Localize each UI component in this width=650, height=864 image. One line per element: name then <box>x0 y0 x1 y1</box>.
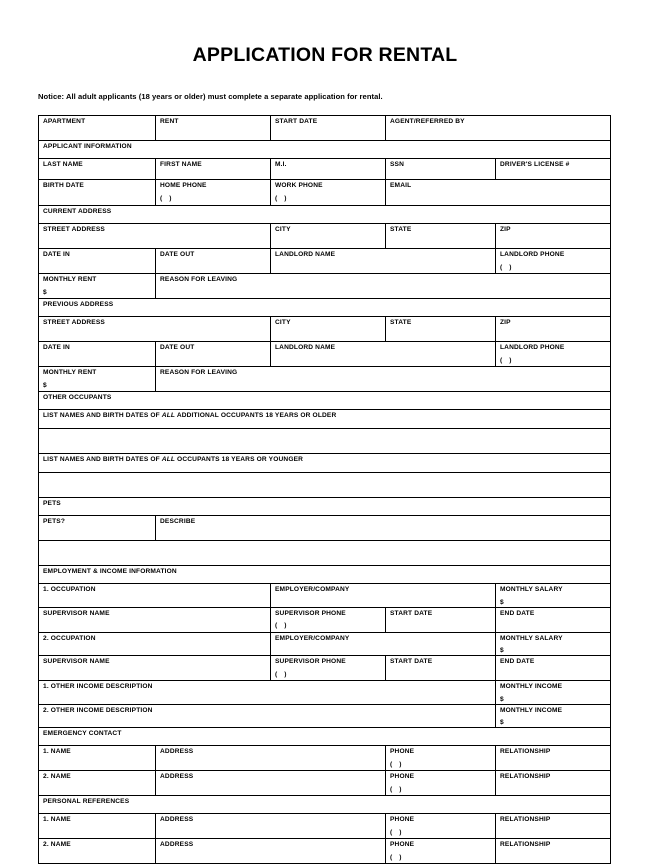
table-row-reference-2 <box>39 839 611 864</box>
field-occupants-older-entry[interactable] <box>39 429 611 454</box>
supervisor-phone-1-paren: ( ) <box>275 622 290 630</box>
field-occupation-1[interactable]: 1. OCCUPATION <box>39 584 271 607</box>
form-container <box>0 101 650 864</box>
section-row-employment-income <box>39 566 611 584</box>
emergency-phone-1-label: PHONE <box>390 748 415 756</box>
table-row-current-rent <box>39 274 611 299</box>
field-employment-start-date-2[interactable]: START DATE <box>386 656 496 681</box>
field-monthly-income-2[interactable] <box>496 704 611 727</box>
field-reference-phone-1[interactable] <box>386 814 496 839</box>
table-row-current-street <box>39 224 611 249</box>
section-row-emergency-contact <box>39 728 611 746</box>
field-agent-referred-by[interactable]: AGENT/REFERRED BY <box>386 116 611 141</box>
field-employment-end-date-2[interactable]: END DATE <box>496 656 611 681</box>
table-row-occupation-1 <box>39 584 611 607</box>
field-occupants-older-label <box>39 410 611 429</box>
emergency-phone-2-paren: ( ) <box>390 785 405 793</box>
section-row-pets <box>39 498 611 516</box>
field-employment-start-date-1[interactable]: START DATE <box>386 607 496 632</box>
field-previous-street-address[interactable]: STREET ADDRESS <box>39 317 271 342</box>
current-monthly-rent-dollar: $ <box>43 288 47 296</box>
field-occupants-younger-label <box>39 454 611 473</box>
field-pets-question[interactable]: PETS? <box>39 516 156 541</box>
table-row-birth-phone <box>39 180 611 206</box>
field-occupants-younger-entry[interactable] <box>39 473 611 498</box>
monthly-income-2-dollar: $ <box>500 719 504 727</box>
table-row-previous-dates <box>39 342 611 367</box>
field-reference-address-1[interactable]: ADDRESS <box>156 814 386 839</box>
table-row-supervisor-1 <box>39 607 611 632</box>
section-row-applicant-information <box>39 141 611 159</box>
table-row-current-dates <box>39 249 611 274</box>
work-phone-paren: ( ) <box>275 194 290 202</box>
field-birth-date[interactable]: BIRTH DATE <box>39 180 156 206</box>
table-row-top <box>39 116 611 141</box>
occupants-younger-suffix: OCCUPANTS 18 YEARS OR YOUNGER <box>175 456 304 464</box>
field-last-name[interactable]: LAST NAME <box>39 159 156 180</box>
field-work-phone-label: WORK PHONE <box>275 182 323 190</box>
reference-phone-2-label: PHONE <box>390 841 415 849</box>
section-header-employment-income: EMPLOYMENT & INCOME INFORMATION <box>39 566 611 584</box>
field-reference-address-2[interactable]: ADDRESS <box>156 839 386 864</box>
table-row-occupants-older-blank <box>39 429 611 454</box>
supervisor-phone-2-paren: ( ) <box>275 670 290 678</box>
table-row-occupants-younger-label <box>39 454 611 473</box>
field-work-phone[interactable] <box>271 180 386 206</box>
occupants-older-suffix: ADDITIONAL OCCUPANTS 18 YEARS OR OLDER <box>175 412 337 420</box>
section-header-pets: PETS <box>39 498 611 516</box>
field-previous-state[interactable]: STATE <box>386 317 496 342</box>
field-occupation-2[interactable]: 2. OCCUPATION <box>39 632 271 655</box>
field-employment-end-date-1[interactable]: END DATE <box>496 607 611 632</box>
field-current-city[interactable]: CITY <box>271 224 386 249</box>
emergency-phone-1-paren: ( ) <box>390 760 405 768</box>
previous-landlord-phone-label: LANDLORD PHONE <box>500 344 565 352</box>
table-row-previous-street <box>39 317 611 342</box>
field-emergency-address-1[interactable]: ADDRESS <box>156 746 386 771</box>
field-current-street-address[interactable]: STREET ADDRESS <box>39 224 271 249</box>
field-other-income-2[interactable]: 2. OTHER INCOME DESCRIPTION <box>39 704 496 727</box>
monthly-salary-1-label: MONTHLY SALARY <box>500 586 563 594</box>
table-row-other-income-1 <box>39 681 611 704</box>
field-supervisor-phone-1[interactable] <box>271 607 386 632</box>
field-home-phone-label: HOME PHONE <box>160 182 207 190</box>
previous-monthly-rent-dollar: $ <box>43 381 47 389</box>
reference-phone-2-paren: ( ) <box>390 853 405 861</box>
supervisor-phone-1-label: SUPERVISOR PHONE <box>275 609 346 617</box>
field-emergency-phone-2[interactable] <box>386 771 496 796</box>
section-header-other-occupants: OTHER OCCUPANTS <box>39 392 611 410</box>
field-rent[interactable]: RENT <box>156 116 271 141</box>
field-previous-landlord-name[interactable]: LANDLORD NAME <box>271 342 496 367</box>
field-reference-name-2[interactable]: 2. NAME <box>39 839 156 864</box>
field-reference-phone-2[interactable] <box>386 839 496 864</box>
field-supervisor-phone-2[interactable] <box>271 656 386 681</box>
table-row-pets-blank <box>39 541 611 566</box>
field-supervisor-name-1[interactable]: SUPERVISOR NAME <box>39 607 271 632</box>
section-row-other-occupants <box>39 392 611 410</box>
page-title: APPLICATION FOR RENTAL <box>192 44 458 66</box>
table-row-pets <box>39 516 611 541</box>
field-email[interactable]: EMAIL <box>386 180 611 206</box>
field-current-reason-for-leaving[interactable]: REASON FOR LEAVING <box>156 274 611 299</box>
reference-phone-1-paren: ( ) <box>390 828 405 836</box>
previous-landlord-phone-paren: ( ) <box>500 356 515 364</box>
field-current-landlord-name[interactable]: LANDLORD NAME <box>271 249 496 274</box>
field-previous-landlord-phone[interactable] <box>496 342 611 367</box>
field-current-date-in[interactable]: DATE IN <box>39 249 156 274</box>
field-monthly-income-1[interactable] <box>496 681 611 704</box>
field-previous-date-in[interactable]: DATE IN <box>39 342 156 367</box>
section-header-personal-references: PERSONAL REFERENCES <box>39 796 611 814</box>
table-row-occupation-2 <box>39 632 611 655</box>
monthly-salary-1-dollar: $ <box>500 598 504 606</box>
monthly-income-1-label: MONTHLY INCOME <box>500 683 563 691</box>
field-home-phone[interactable] <box>156 180 271 206</box>
field-current-date-out[interactable]: DATE OUT <box>156 249 271 274</box>
field-pets-describe[interactable]: DESCRIBE <box>156 516 611 541</box>
field-current-zip[interactable]: ZIP <box>496 224 611 249</box>
current-monthly-rent-label: MONTHLY RENT <box>43 276 97 284</box>
field-employer-company-2[interactable]: EMPLOYER/COMPANY <box>271 632 496 655</box>
field-emergency-address-2[interactable]: ADDRESS <box>156 771 386 796</box>
current-landlord-phone-paren: ( ) <box>500 263 515 271</box>
field-start-date[interactable]: START DATE <box>271 116 386 141</box>
current-landlord-phone-label: LANDLORD PHONE <box>500 251 565 259</box>
occupants-older-all: ALL <box>161 412 176 420</box>
section-header-current-address: CURRENT ADDRESS <box>39 206 611 224</box>
field-previous-zip[interactable]: ZIP <box>496 317 611 342</box>
field-monthly-salary-2[interactable] <box>496 632 611 655</box>
field-pets-entry[interactable] <box>39 541 611 566</box>
table-row-supervisor-2 <box>39 656 611 681</box>
field-emergency-name-1[interactable]: 1. NAME <box>39 746 156 771</box>
rental-application-table <box>38 115 611 864</box>
monthly-salary-2-dollar: $ <box>500 647 504 655</box>
occupants-younger-prefix: LIST NAMES AND BIRTH DATES OF <box>43 456 162 464</box>
supervisor-phone-2-label: SUPERVISOR PHONE <box>275 658 346 666</box>
field-supervisor-name-2[interactable]: SUPERVISOR NAME <box>39 656 271 681</box>
field-apartment[interactable]: APARTMENT <box>39 116 156 141</box>
section-row-personal-references <box>39 796 611 814</box>
section-header-previous-address: PREVIOUS ADDRESS <box>39 299 611 317</box>
field-first-name[interactable]: FIRST NAME <box>156 159 271 180</box>
field-current-landlord-phone[interactable] <box>496 249 611 274</box>
field-previous-date-out[interactable]: DATE OUT <box>156 342 271 367</box>
field-monthly-salary-1[interactable] <box>496 584 611 607</box>
home-phone-paren: ( ) <box>160 194 175 202</box>
field-reference-relationship-1[interactable]: RELATIONSHIP <box>496 814 611 839</box>
monthly-salary-2-label: MONTHLY SALARY <box>500 634 563 642</box>
field-ssn[interactable]: SSN <box>386 159 496 180</box>
field-current-monthly-rent[interactable] <box>39 274 156 299</box>
previous-monthly-rent-label: MONTHLY RENT <box>43 369 97 377</box>
table-row-occupants-older-label <box>39 410 611 429</box>
reference-phone-1-label: PHONE <box>390 816 415 824</box>
field-previous-monthly-rent[interactable] <box>39 367 156 392</box>
field-reference-relationship-2[interactable]: RELATIONSHIP <box>496 839 611 864</box>
field-emergency-phone-1[interactable] <box>386 746 496 771</box>
field-middle-initial[interactable]: M.I. <box>271 159 386 180</box>
section-row-previous-address <box>39 299 611 317</box>
field-reference-name-1[interactable]: 1. NAME <box>39 814 156 839</box>
notice-text: Notice: All adult applicants (18 years or older) must complete a separate application for rental. <box>38 92 383 102</box>
field-previous-city[interactable]: CITY <box>271 317 386 342</box>
field-previous-reason-for-leaving[interactable]: REASON FOR LEAVING <box>156 367 611 392</box>
table-row-emergency-1 <box>39 746 611 771</box>
field-drivers-license[interactable]: DRIVER'S LICENSE # <box>496 159 611 180</box>
field-current-state[interactable]: STATE <box>386 224 496 249</box>
field-emergency-relationship-2[interactable]: RELATIONSHIP <box>496 771 611 796</box>
field-emergency-name-2[interactable]: 2. NAME <box>39 771 156 796</box>
table-row-reference-1 <box>39 814 611 839</box>
occupants-younger-all: ALL <box>161 456 176 464</box>
section-row-current-address <box>39 206 611 224</box>
section-header-applicant-information: APPLICANT INFORMATION <box>39 141 611 159</box>
table-row-occupants-younger-blank <box>39 473 611 498</box>
table-row-name <box>39 159 611 180</box>
monthly-income-2-label: MONTHLY INCOME <box>500 706 563 714</box>
emergency-phone-2-label: PHONE <box>390 773 415 781</box>
section-header-emergency-contact: EMERGENCY CONTACT <box>39 728 611 746</box>
table-row-other-income-2 <box>39 704 611 727</box>
field-emergency-relationship-1[interactable]: RELATIONSHIP <box>496 746 611 771</box>
field-employer-company-1[interactable]: EMPLOYER/COMPANY <box>271 584 496 607</box>
monthly-income-1-dollar: $ <box>500 695 504 703</box>
occupants-older-prefix: LIST NAMES AND BIRTH DATES OF <box>43 412 162 420</box>
table-row-emergency-2 <box>39 771 611 796</box>
table-row-previous-rent <box>39 367 611 392</box>
field-other-income-1[interactable]: 1. OTHER INCOME DESCRIPTION <box>39 681 496 704</box>
